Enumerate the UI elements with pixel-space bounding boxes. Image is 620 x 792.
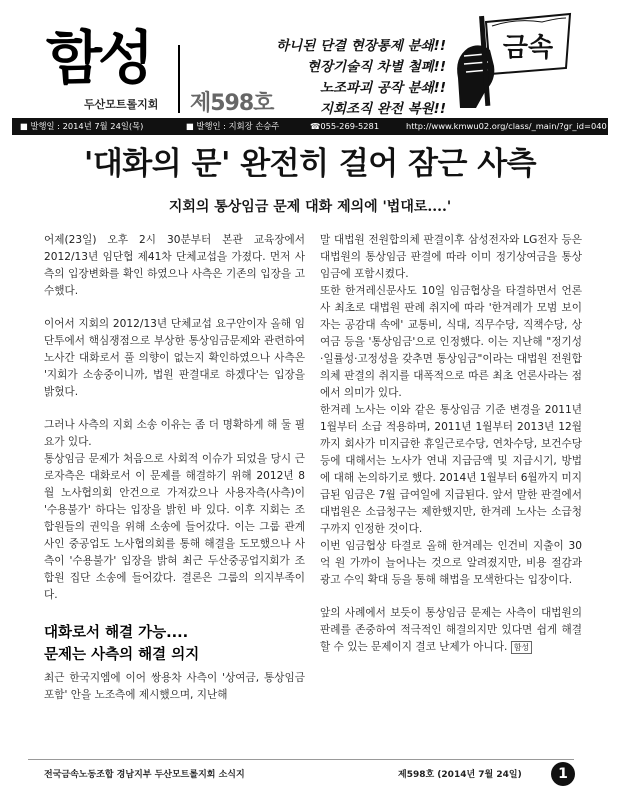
- signature-badge: 함성: [511, 641, 532, 654]
- headline: '대화의 문' 완전히 걸어 잠근 사측: [83, 146, 537, 182]
- paragraph: 그러나 사측의 지회 소송 이유는 좀 더 명확하게 해 둘 필요가 있다.: [44, 419, 305, 448]
- footer-divider: [28, 759, 574, 760]
- slogan-line: 하니된 단결 현장통제 분쇄!!: [276, 38, 446, 54]
- emblem-text: 금속: [502, 33, 554, 63]
- section-heading: 문제는 사측의 해결 의지: [44, 647, 200, 663]
- footer-issue: 제598호 (2014년 7월 24일): [398, 770, 522, 780]
- masthead-divider: [178, 45, 180, 113]
- publication-info-bar: [12, 118, 608, 135]
- newsletter-logo: 함성: [46, 24, 151, 92]
- paragraph: 또한 한겨레신문사도 10일 임금협상을 타결하면서 언론사 최초로 대법원 판례 취지에 따라 '한겨레가 모범 보이자는 공감대 속에' 교통비, 식대, 직무수당, 직책수당, 상여금 등을 '통상임금'으로 인정했다. 이는 지난해 "정기성·일률성·고정성을 갖추면 통상임금"이라는 대법원 전원합의체 판결의 취지를 대폭적으로 따른 최초 언론사라는 점에서 의미가 있다.: [320, 285, 582, 399]
- paragraph: 이어서 지회의 2012/13년 단체교섭 요구안이자 올해 임단투에서 핵심쟁점으로 부상한 통상임금문제와 관련하여 노사간 대화로서 풀 의향이 없는지 확인하였으나 사측은 '지회가 소송중이니까, 법원 판결대로 하겠다'는 입장을 밝혔다.: [44, 318, 305, 398]
- closing-text: 앞의 사례에서 보듯이 통상임금 문제는 사측이 대법원의 판례를 존중하여 적극적인 해결의지만 있다면 쉽게 해결할 수 있는 문제이지 결코 난제가 아니다.: [320, 607, 582, 653]
- article-column-left: [44, 232, 305, 704]
- paragraph: 이번 임금협상 타결로 올해 한겨레는 인건비 지출이 30억 원 가까이 늘어나는 것으로 알려졌지만, 비용 절감과 광고 수익 확대 등을 통해 해법을 모색한다는 입장이다.: [320, 540, 582, 586]
- paragraph: 말 대법원 전원합의체 판결이후 삼성전자와 LG전자 등은 대법원의 통상임금 판결에 따라 이미 정기상여금을 통상임금에 포함시켰다.: [320, 234, 582, 280]
- issue-number: 제598호: [190, 91, 274, 116]
- footer-publisher: 전국금속노동조합 경남지부 두산모트롤지회 소식지: [44, 770, 245, 780]
- phone-number: ☎055-269-5281: [310, 121, 380, 131]
- website-url[interactable]: http://www.kmwu02.org/class/_main/?gr_id=040: [406, 121, 607, 131]
- slogan-line: 노조파괴 공작 분쇄!!: [319, 80, 446, 96]
- paragraph: 통상임금 문제가 처음으로 사회적 이슈가 되었을 당시 근로자측은 대화로서 이 문제를 해결하기 위해 2012년 8월 노사협의회 안건으로 가져갔으나 사용자측(사측)이 '수용불가' 하다는 입장을 밝힌 바 있다. 이후 지회는 조합원들의 권익을 위해 소송에 들어갔다. 이는 그룹 관계사인 중공업도 노사협의회를 통해 해결을 도모했으나 사측이 '수용불가' 입장을 밝혀 최근 두산중공업지회가 조합원 집단 소송에 들어갔다. 결론은 그룹의 의지부족이다.: [44, 453, 305, 601]
- section-heading: 대화로서 해결 가능....: [44, 625, 189, 641]
- slogan-list: [224, 36, 446, 120]
- paragraph: 어제(23일) 오후 2시 30분부터 본관 교육장에서 2012/13년 임단협 제41차 단체교섭을 가졌다. 먼저 사측의 입장변화를 확인 하였으나 사측은 기존의 입장을 고수했다.: [44, 234, 305, 297]
- paragraph: 한겨레 노사는 이와 같은 통상임금 기준 변경을 2011년 1월부터 소급 적용하며, 2011년 1월부터 2013년 12월까지 회사가 미지급한 휴일근로수당, 연차수당, 보건수당 등에 대해서는 노사가 연내 지급금액 및 지급시기, 방법에 대해 논의하기로 했다. 2014년 1월부터 6월까지 미지급된 임금은 7월 급여일에 지급된다. 앞서 말한 판결에서 대법원은 소급청구는 제한했지만, 한겨레 노사는 소급청구까지 인정한 것이다.: [320, 404, 582, 535]
- slogan-line: 지회조직 완전 복원!!: [319, 101, 446, 117]
- union-emblem-icon: [446, 8, 576, 112]
- slogan-line: 현장기술직 차별 철폐!!: [306, 59, 446, 75]
- page-number: 1: [551, 762, 575, 786]
- article-column-right: [320, 232, 582, 656]
- subheadline: 지회의 통상임금 문제 대화 제의에 '법대로....': [168, 199, 452, 215]
- paragraph: [320, 605, 582, 656]
- paragraph: 최근 한국지엠에 이어 쌍용차 사측이 '상여금, 통상임금 포함' 안을 노조측에 제시했으며, 지난해: [44, 672, 305, 701]
- publisher: ■ 발행인 : 지회장 손승주: [186, 121, 280, 131]
- publish-date: ■ 발행일 : 2014년 7월 24일(목): [20, 121, 144, 131]
- branch-name: 두산모트롤지회: [84, 98, 159, 111]
